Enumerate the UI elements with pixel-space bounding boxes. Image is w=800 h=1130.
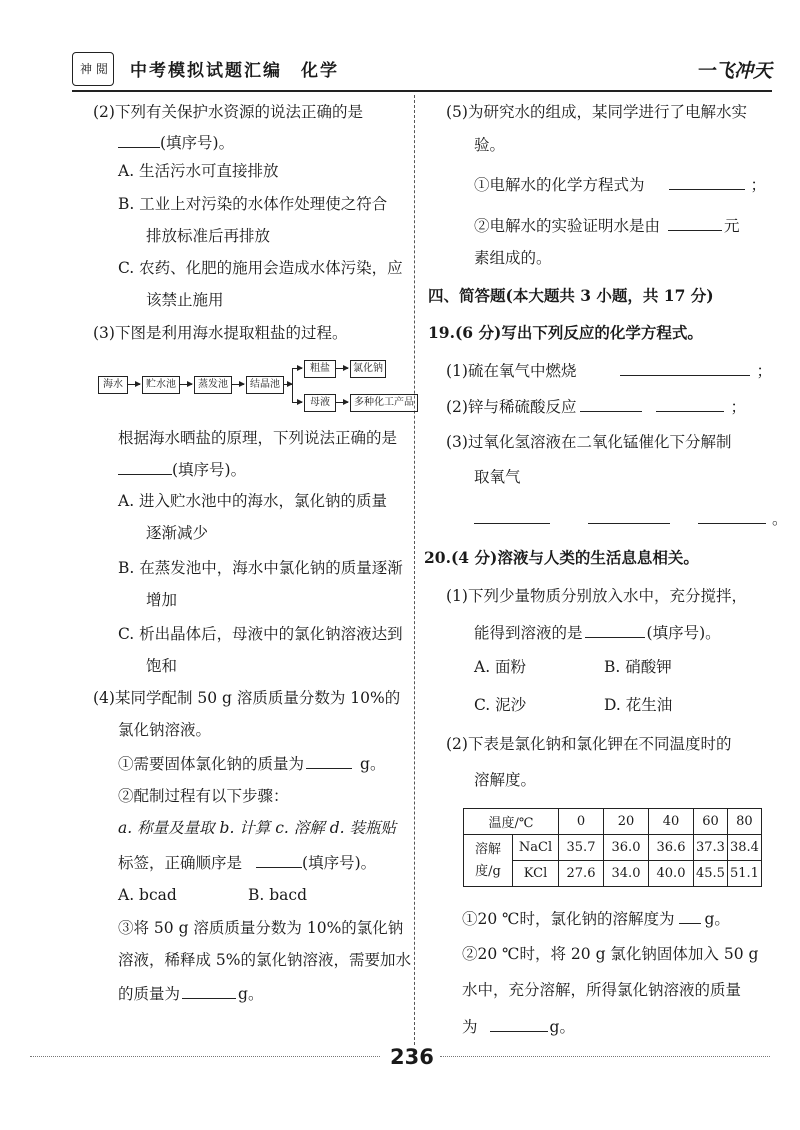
q19-stem [428,323,703,343]
q4-order-line [118,852,376,873]
q19-part3: (3)过氧化氢溶液在二氧化锰催化下分解制 [446,433,732,451]
solubility-label-1: 溶解 [474,841,501,857]
solubility-label [464,835,513,887]
flow-arrow [292,402,302,403]
answer-blank[interactable] [669,174,745,190]
q20-option-c: C. 泥沙 [474,696,527,714]
q19-part2-end: ； [730,398,746,416]
q3-option-a-cont: 逐渐减少 [146,524,209,542]
q4-part3-text: 的质量为 [118,985,181,1003]
answer-blank[interactable] [668,215,722,231]
q4-part3-unit: g。 [238,985,264,1003]
flow-crystallization: 结晶池 [246,376,284,394]
table-cell: 51.1 [727,861,761,887]
q19-part2-text: (2)锌与稀硫酸反应 [446,398,577,416]
q19-part3-answer [474,508,788,529]
answer-blank[interactable] [679,908,701,924]
q4-part3-cont: 溶液，稀释成 5%的氯化钠溶液，需要加水 [118,951,412,969]
table-cell: 36.0 [604,835,649,861]
q4-order-fill: (填序号)。 [302,854,377,872]
table-cell: 35.7 [559,835,604,861]
q20-part2-2-cont: 水中，充分溶解，所得氯化钠溶液的质量 [462,981,742,999]
q3-fill-text: (填序号)。 [172,461,247,479]
solubility-label-2: 度/g [475,863,501,879]
flow-seawater: 海水 [98,376,128,394]
table-row [464,835,762,861]
q4-order-text: 标签，正确顺序是 [118,854,243,872]
q19-part1-text: (1)硫在氧气中燃烧 [446,362,577,380]
q2-option-b-cont: 排放标准后再排放 [146,227,271,245]
q2-fill-text: (填序号)。 [160,134,235,152]
book-title: 中考模拟试题汇编 化学 [130,61,339,81]
page-number: 236 [390,1045,434,1069]
flow-split [292,368,293,402]
q20-part1-fill: (填序号)。 [646,624,721,642]
q4-choice-b: B. bacd [248,886,308,904]
answer-blank[interactable] [656,396,724,412]
q20-option-a: A. 面粉 [474,658,527,676]
q20-part2-1-text: ①20 ℃时，氯化钠的溶解度为 [462,910,675,928]
footer-rule-left [30,1056,380,1057]
q5-part1-text: ①电解水的化学方程式为 [474,176,645,194]
q5-stem: (5)为研究水的组成，某同学进行了电解水实 [446,103,747,121]
answer-blank[interactable] [474,508,550,524]
q5-part1-end: ； [750,176,767,194]
q3-sentence: 根据海水晒盐的原理，下列说法正确的是 [118,429,398,447]
column-divider [414,95,415,1045]
flow-mother-liquor: 母液 [304,394,336,412]
flow-arrow [336,402,348,403]
q19-part1-end: ； [756,362,772,380]
q5-part1 [474,174,766,195]
q19-part1 [446,360,772,381]
answer-blank[interactable] [118,132,160,148]
q4-part3-end [118,983,263,1004]
q2-stem: (2)下列有关保护水资源的说法正确的是 [93,103,363,121]
q2-option-c: C. 农药、化肥的施用会造成水体污染，应 [118,259,403,277]
q20-part1-cont [474,622,721,643]
answer-blank[interactable] [490,1016,548,1032]
q4-part2: ②配制过程有以下步骤： [118,787,289,805]
q5-part2-cont: 素组成的。 [474,249,552,267]
brand-name: 一飞冲天 [695,60,772,82]
q3-option-c-cont: 饱和 [146,657,178,675]
series-logo [72,52,114,86]
flow-arrow [232,384,244,385]
q20-stem [424,548,699,568]
q3-option-b-cont: 增加 [146,591,178,609]
q4-choice-a: A. bcad [118,886,177,904]
flow-evaporation: 蒸发池 [194,376,232,394]
answer-blank[interactable] [306,753,352,769]
q20-part2: (2)下表是氯化钠和氯化钾在不同温度时的 [446,735,732,753]
answer-blank[interactable] [620,360,750,376]
flow-chemicals: 多种化工产品 [350,394,418,412]
page-header [72,50,772,92]
flow-arrow [336,368,348,369]
table-cell: 36.6 [649,835,694,861]
answer-blank[interactable] [588,508,670,524]
temp-header: 温度/℃ [464,809,559,835]
q19-part3-end: 。 [772,510,788,528]
table-cell: 45.5 [694,861,728,887]
q2-option-a: A. 生活污水可直接排放 [118,162,279,180]
answer-blank[interactable] [698,508,766,524]
q4-part1 [118,753,385,774]
q3-fill-line [118,459,246,480]
table-cell: 20 [604,809,649,835]
flow-arrow [292,368,302,369]
q3-option-c: C. 析出晶体后，母液中的氯化钠溶液达到 [118,625,403,643]
answer-blank[interactable] [182,983,236,999]
q2-option-b: B. 工业上对污染的水体作处理使之符合 [118,195,388,213]
table-cell: 40.0 [649,861,694,887]
q5-part2 [474,215,740,236]
q5-part2-end: 元 [724,217,740,235]
table-cell: 27.6 [559,861,604,887]
table-cell: 40 [649,809,694,835]
flow-storage: 贮水池 [142,376,180,394]
q4-stem: (4)某同学配制 50 g 溶质质量分数为 10%的 [93,689,401,707]
solubility-table [463,808,762,887]
table-cell: 80 [727,809,761,835]
q20-part2-cont: 溶解度。 [474,771,537,789]
q19-part3-cont: 取氧气 [474,468,521,486]
q20-part2-2: ②20 ℃时，将 20 g 氯化钠固体加入 50 g [462,945,759,963]
q3-option-b: B. 在蒸发池中，海水中氯化钠的质量逐渐 [118,559,403,577]
table-cell: NaCl [513,835,559,861]
table-cell: 60 [694,809,728,835]
table-cell: 38.4 [727,835,761,861]
table-cell: 34.0 [604,861,649,887]
q4-part1-unit: g。 [360,755,386,773]
q20-stem-text: 20.(4 分)溶液与人类的生活息息相关。 [424,548,699,567]
q4-stem-cont: 氯化钠溶液。 [118,721,212,739]
q4-steps: a. 称量及量取 b. 计算 c. 溶解 d. 装瓶贴 [118,819,396,837]
q2-fill-line [118,132,234,153]
q4-part1-text: ①需要固体氯化钠的质量为 [118,755,305,773]
q3-stem: (3)下图是利用海水提取粗盐的过程。 [93,324,348,342]
logo-text: 神 閲 [80,62,108,76]
salt-process-diagram [98,362,418,412]
q19-part2 [446,396,746,417]
q20-option-d: D. 花生油 [604,696,673,714]
q4-part3: ③将 50 g 溶质质量分数为 10%的氯化钠 [118,919,404,937]
section-heading: 四、简答题(本大题共 3 小题，共 17 分) [428,286,714,305]
q19-stem-text: 19.(6 分)写出下列反应的化学方程式。 [428,323,703,342]
q20-part1: (1)下列少量物质分别放入水中，充分搅拌， [446,587,747,605]
table-cell: 37.3 [694,835,728,861]
q3-option-a: A. 进入贮水池中的海水，氯化钠的质量 [118,492,388,510]
q20-part2-2-end [462,1016,575,1037]
q2-option-c-cont: 该禁止施用 [146,291,224,309]
table-cell: KCl [513,861,559,887]
flow-arrow [284,384,292,385]
q20-part2-1-unit: g。 [704,910,730,928]
q20-part2-1 [462,908,730,929]
q20-part2-2-unit: g。 [549,1018,575,1036]
flow-nacl: 氯化钠 [350,360,386,378]
flow-arrow [180,384,192,385]
flow-arrow [128,384,140,385]
q5-part2-text: ②电解水的实验证明水是由 [474,217,661,235]
answer-blank[interactable] [585,622,645,638]
q20-option-b: B. 硝酸钾 [604,658,672,676]
answer-blank[interactable] [256,852,302,868]
q20-part1-text: 能得到溶液的是 [474,624,583,642]
footer-rule-right [440,1056,770,1057]
q20-part2-2-text: 为 [462,1018,478,1036]
q5-stem-cont: 验。 [474,136,506,154]
table-row [464,809,762,835]
answer-blank[interactable] [118,459,172,475]
table-cell: 0 [559,809,604,835]
flow-crude-salt: 粗盐 [304,360,336,378]
answer-blank[interactable] [580,396,642,412]
